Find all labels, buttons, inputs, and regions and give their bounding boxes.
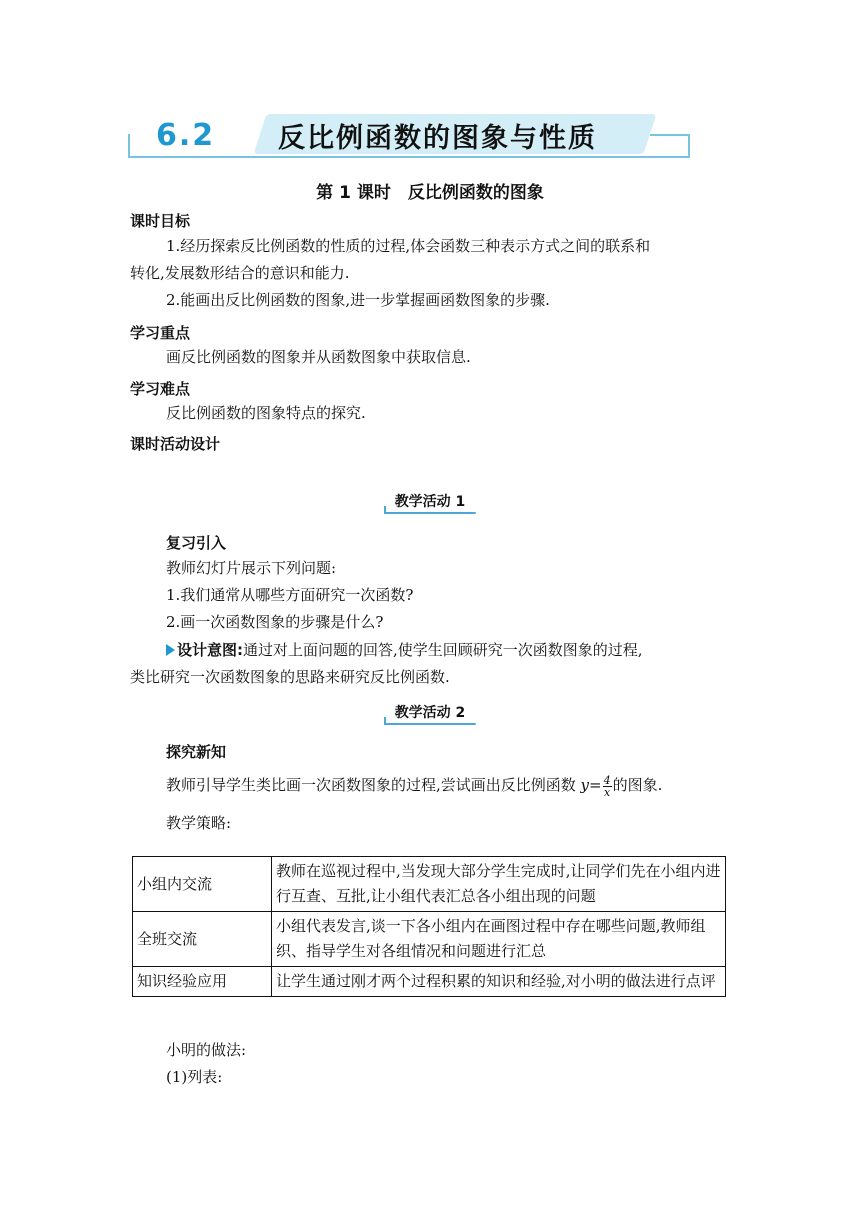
section-banner [128,112,690,162]
section-number: 6.2 [156,118,216,153]
key-points-text: 画反比例函数的图象并从函数图象中获取信息. [166,348,471,366]
activity-2-subheading: 探究新知 [166,743,227,761]
table-row [133,912,726,967]
banner-underline [128,156,690,158]
design-intent-line-2: 类比研究一次函数图象的思路来研究反比例函数. [130,668,450,686]
table-row [133,967,726,997]
formula-variable: y [580,776,590,794]
key-points-heading: 学习重点 [130,324,191,342]
design-intent-label: 设计意图: [177,641,243,659]
goal-1-line-1: 1.经历探索反比例函数的性质的过程,体会函数三种表示方式之间的联系和 [166,237,651,255]
step-1-label: (1)列表: [166,1068,223,1086]
formula-equals: = [589,776,602,794]
banner-right-bracket [688,134,690,158]
strategy-name-cell: 知识经验应用 [133,967,272,997]
activity-2-underline [384,723,476,725]
triangle-marker-icon [166,644,175,656]
difficulties-heading: 学习难点 [130,380,191,398]
fraction-denominator: x [604,785,611,799]
difficulties-text: 反比例函数的图象特点的探究. [166,404,366,422]
xiaoming-method-label: 小明的做法: [166,1041,247,1059]
instruction-text-before: 教师引导学生类比画一次函数图象的过程,尝试画出反比例函数 [166,776,581,794]
goals-heading: 课时目标 [130,212,191,230]
goal-1-line-2: 转化,发展数形结合的意识和能力. [130,264,350,282]
table-row [133,857,726,912]
goal-2: 2.能画出反比例函数的图象,进一步掌握画函数图象的步骤. [166,291,550,309]
design-heading: 课时活动设计 [130,435,221,453]
strategy-desc-cell: 教师在巡视过程中,当发现大部分学生完成时,让同学们先在小组内进行互查、互批,让小组代表汇总各小组出现的问题 [272,857,726,912]
activity-1-subheading: 复习引入 [166,534,227,552]
banner-left-bracket [128,134,130,158]
banner-right-bracket-top [650,134,690,136]
activity-1-label: 教学活动 1 [394,494,466,510]
strategy-name-cell: 全班交流 [133,912,272,967]
instruction-text-after: 的图象. [612,776,663,794]
activity-1-hook [384,506,386,514]
strategy-desc-cell: 小组代表发言,谈一下各小组内在画图过程中存在哪些问题,教师组织、指导学生对各组情况和问题进行汇总 [272,912,726,967]
strategy-name-cell: 小组内交流 [133,857,272,912]
section-title: 反比例函数的图象与性质 [278,123,597,154]
activity-1-question-2: 2.画一次函数图象的步骤是什么? [166,613,384,631]
design-intent-line-1 [166,637,643,664]
design-intent-text: 通过对上面问题的回答,使学生回顾研究一次函数图象的过程, [243,641,643,659]
lesson-title: 第 1 课时 反比例函数的图象 [316,183,544,203]
activity-2-instruction [166,772,662,799]
activity-1-question-1: 1.我们通常从哪些方面研究一次函数? [166,586,414,604]
strategy-desc-cell: 让学生通过刚才两个过程积累的知识和经验,对小明的做法进行点评 [272,967,726,997]
activity-1-intro: 教师幻灯片展示下列问题: [166,559,337,577]
formula-fraction [603,775,612,798]
activity-1-underline [384,512,476,514]
fraction-numerator: 4 [603,773,611,787]
strategy-label: 教学策略: [166,814,232,832]
activity-2-label: 教学活动 2 [394,705,466,721]
strategy-table [132,856,726,997]
activity-2-hook [384,717,386,725]
